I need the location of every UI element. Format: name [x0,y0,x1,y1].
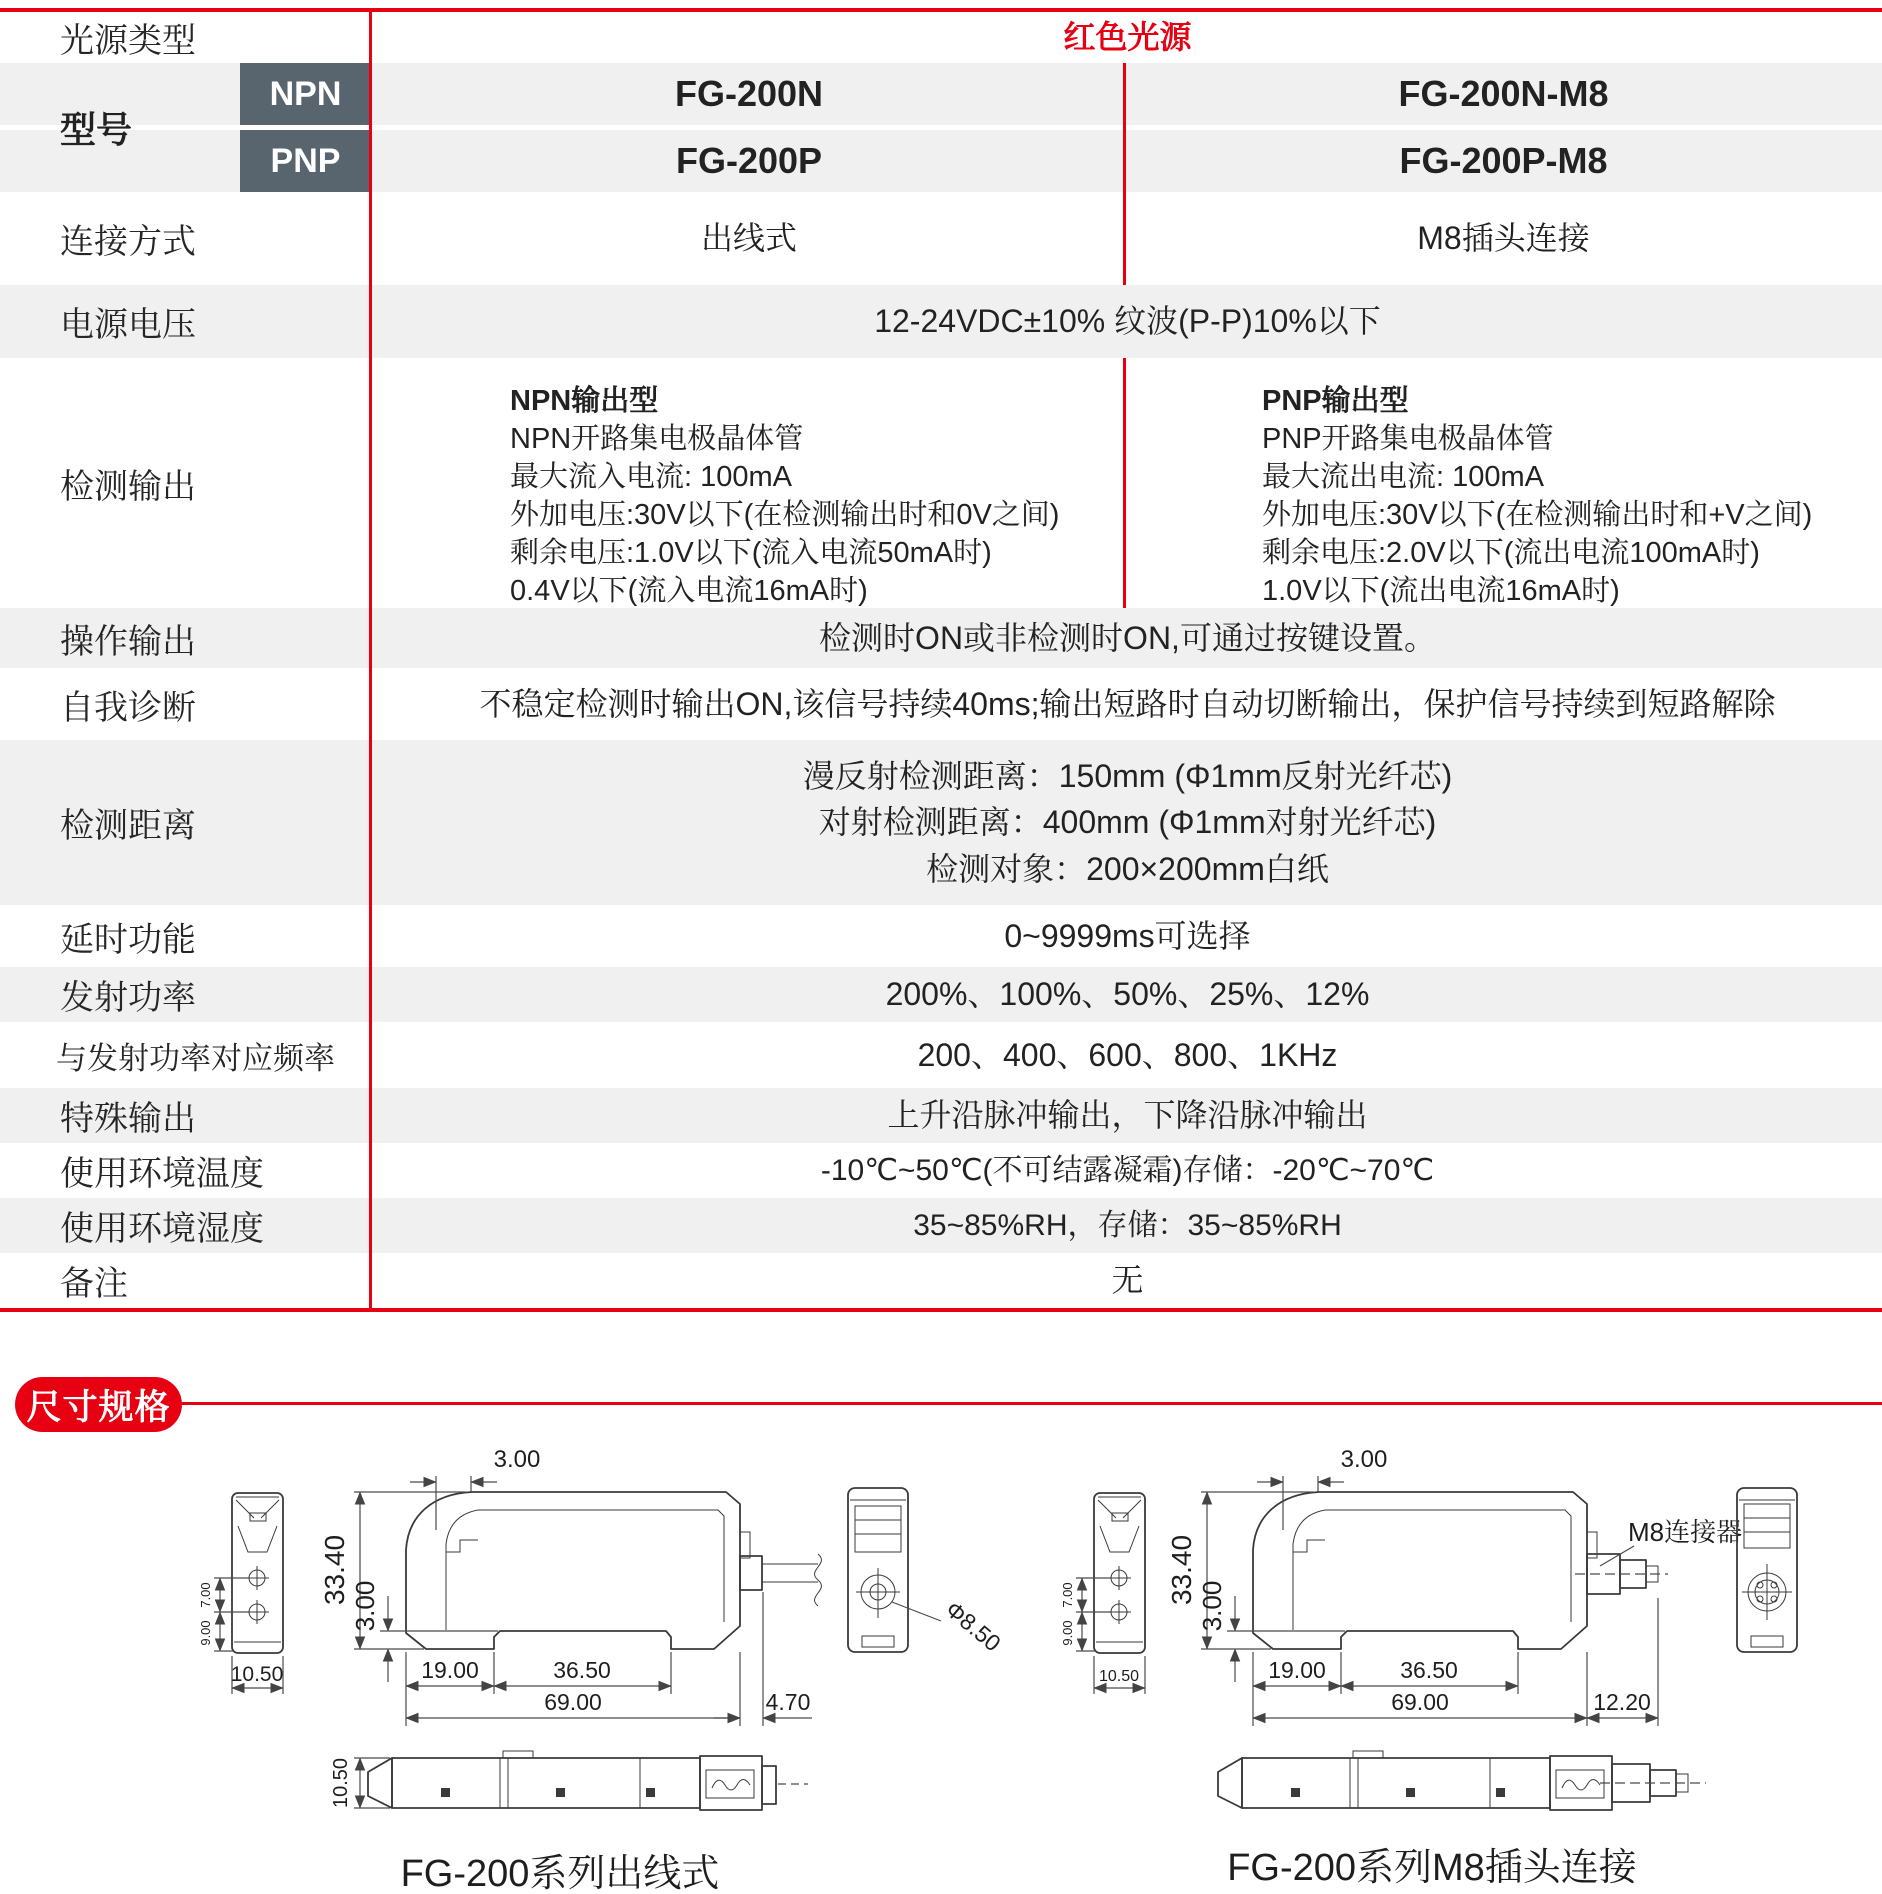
m8-leader-line [1600,1546,1634,1566]
detect-distance-label: 检测距离 [60,807,196,845]
caption-m8: FG-200系列M8插头连接 [1227,1847,1637,1889]
operate-output-label: 操作输出 [60,622,196,661]
dim-rail-depth: 3.00 [350,1580,380,1632]
row-operate-output [0,608,1882,668]
cable-break-symbol [815,1554,822,1606]
special-output-value: 上升沿脉冲输出，下降沿脉冲输出 [887,1097,1368,1134]
connection-wired: 出线式 [700,220,797,257]
npn-line: NPN开路集电极晶体管 [510,423,804,455]
dim-total-length-m8: 69.00 [1391,1689,1449,1715]
delay-label: 延时功能 [60,920,196,959]
dim-hole-pitch: 7.00 [198,1582,213,1608]
npn-line: 0.4V以下(流入电流16mA时) [510,575,868,607]
remarks-label: 备注 [60,1265,128,1303]
model-npn-wired: FG-200N [674,72,824,114]
remarks-value: 无 [1111,1262,1144,1299]
m8-connector-side [1575,1554,1668,1594]
drawing-m8 [1060,1446,1797,1889]
self-diagnosis-label: 自我诊断 [60,688,196,727]
emit-freq-value: 200、400、600、800、1KHz [917,1036,1338,1073]
connection-m8: M8插头连接 [1417,220,1590,257]
dim-top-width: 10.50 [330,1757,352,1809]
detect-output-label: 检测输出 [60,467,196,506]
caption-wired: FG-200系列出线式 [400,1853,720,1894]
dim-front-length: 19.00 [421,1657,479,1683]
distance-line: 漫反射检测距离：150mm (Φ1mm反射光纤芯) [802,757,1453,794]
row-model-pnp [0,130,1882,192]
dimension-drawings [0,1440,1882,1894]
row-model-npn [0,63,1882,125]
row-detect-output [0,358,1882,608]
dim-hole-to-bottom: 9.00 [198,1620,213,1646]
pnp-line: 1.0V以下(流出电流16mA时) [1262,575,1620,607]
dim-body-height-m8: 33.40 [1166,1534,1197,1606]
drawing-wired [198,1446,1006,1894]
pnp-badge: PNP [240,130,371,192]
emit-power-label: 发射功率 [60,979,196,1017]
pnp-line: PNP开路集电极晶体管 [1262,423,1554,455]
row-delay [0,905,1882,967]
ambient-temp-value: -10℃~50℃(不可结露凝霜)存储：-20℃~70℃ [820,1153,1435,1187]
light-source-value: 红色光源 [1063,19,1192,56]
row-emit-freq [0,1022,1882,1088]
dim-body-width-m8: 10.50 [1098,1668,1140,1685]
row-power-supply [0,285,1882,358]
power-supply-value: 12-24VDC±10% 纹波(P-P)10%以下 [874,303,1381,340]
power-supply-label: 电源电压 [60,306,196,344]
dim-top-chamfer-m8: 3.00 [1340,1446,1388,1473]
end-view-cable [848,1488,908,1652]
dim-cable-stub: 4.70 [765,1689,811,1715]
light-source-label: 光源类型 [60,22,196,60]
row-detect-distance [0,740,1882,905]
cable-cap [762,1766,776,1804]
pnp-line: PNP输出型 [1262,385,1409,417]
model-label: 型号 [60,109,133,150]
dim-mid-length-m8: 36.50 [1400,1657,1458,1683]
pnp-line: 剩余电压:2.0V以下(流出电流100mA时) [1262,537,1760,569]
detect-output-pnp [1125,358,1882,608]
model-pnp-wired: FG-200P [675,139,823,181]
detect-distance-value [373,740,1882,905]
emit-power-value: 200%、100%、50%、25%、12% [885,976,1370,1013]
dim-connector-stub-m8: 12.20 [1593,1689,1651,1715]
row-connection [0,192,1882,285]
pnp-line: 外加电压:30V以下(在检测输出时和+V之间) [1262,499,1813,531]
dim-body-height: 33.40 [319,1534,350,1606]
dim-top-chamfer: 3.00 [493,1446,541,1473]
operate-output-value: 检测时ON或非检测时ON,可通过按键设置。 [819,619,1436,656]
dim-hole-to-bottom-m8: 9.00 [1060,1620,1075,1646]
model-npn-m8: FG-200N-M8 [1398,72,1609,114]
npn-line: 剩余电压:1.0V以下(流入电流50mA时) [510,537,992,569]
delay-value: 0~9999ms可选择 [1004,917,1251,954]
distance-line: 对射检测距离：400mm (Φ1mm对射光纤芯) [818,804,1437,841]
dimensions-rule [176,1402,1882,1405]
row-remarks [0,1253,1882,1308]
npn-line: 外加电压:30V以下(在检测输出时和0V之间) [510,499,1060,531]
table-divider-mid-lower [1123,358,1126,608]
npn-line: NPN输出型 [510,385,659,417]
dim-front-length-m8: 19.00 [1268,1657,1326,1683]
dim-rail-depth-m8: 3.00 [1197,1580,1227,1632]
end-view-m8 [1737,1488,1797,1652]
pnp-line: 最大流出电流: 100mA [1262,461,1544,493]
row-special-output [0,1088,1882,1143]
m8-plug-top [1600,1764,1706,1802]
row-self-diagnosis [0,668,1882,740]
row-light-source [0,12,1882,63]
dim-hole-pitch-m8: 7.00 [1060,1582,1075,1608]
dim-total-length: 69.00 [544,1689,602,1715]
dim-cable-diameter: Φ8.50 [940,1595,1006,1657]
row-ambient-humidity [0,1198,1882,1253]
row-ambient-temp [0,1143,1882,1198]
table-divider-mid-upper [1123,63,1126,285]
dim-body-width: 10.50 [230,1663,284,1686]
dim-mid-length: 36.50 [553,1657,611,1683]
ambient-humidity-value: 35~85%RH，存储：35~85%RH [913,1208,1342,1242]
distance-line: 检测对象：200×200mm白纸 [926,850,1329,887]
model-pnp-m8: FG-200P-M8 [1399,139,1608,181]
npn-line: 最大流入电流: 100mA [510,461,792,493]
spec-table [0,8,1882,1312]
table-divider-left [369,12,372,1308]
row-emit-power [0,967,1882,1022]
detect-output-npn [373,358,1125,608]
special-output-label: 特殊输出 [60,1100,196,1138]
m8-connector-label: M8连接器 [1628,1517,1743,1547]
model-rows [0,63,1882,192]
model-pnp-label-cell [0,130,373,192]
connection-label: 连接方式 [60,223,196,261]
cable-gland [740,1556,762,1590]
self-diagnosis-value: 不稳定检测时输出ON,该信号持续40ms;输出短路时自动切断输出，保护信号持续到短路解除 [479,685,1776,722]
dimensions-badge: 尺寸规格 [15,1377,182,1432]
npn-badge: NPN [240,63,371,125]
emit-freq-label: 与发射功率对应频率 [56,1040,335,1076]
ambient-temp-label: 使用环境温度 [60,1155,264,1193]
model-npn-label-cell [0,63,373,125]
ambient-humidity-label: 使用环境湿度 [60,1210,264,1248]
